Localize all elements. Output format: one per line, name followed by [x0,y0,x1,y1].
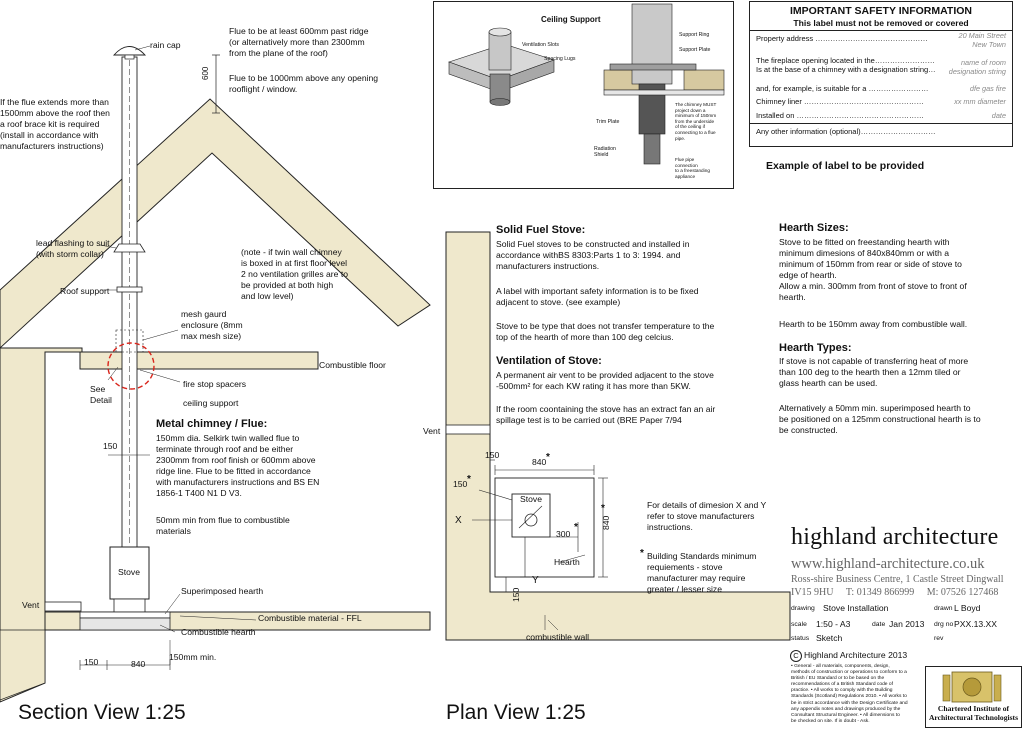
safety-label-box [749,1,1013,147]
copyright-icon: C [790,650,802,662]
detail-spacing-lugs: Spacing Lugs [544,56,576,62]
drawing-key: drawing [791,605,815,612]
solid-fuel-body2: A label with important safety information is to be fixed adjacent to stove. (see example) [496,286,699,307]
detail-chimney-note: The chimney MUST project down a minimum of 150mm from the underside of the ceiling if connecting to a flue pipe. [675,102,717,141]
plan-dim-150-side: 150 [453,479,468,489]
section-stove-label: Stove [118,567,140,577]
hearth-sizes-body1: Stove to be fitted on freestanding hearth with minimum dimesions of 840x840mm or with a minimum of 150mm from rear or side of stove to edge of hearth. Allow a min. 300mm from front of stove to front of hearth. [779,237,967,302]
plan-star-300: * [574,522,578,533]
metal-chimney-body: 150mm dia. Selkirk twin walled flue to terminate through roof and be either 2300mm from roof finish or 600mm above ridge line. Flue to be fitted in accordance with manufacturers instructions and BS EN 1856-1 T400 N1 D V3. [156,433,320,498]
plan-vent-grille [446,425,490,434]
section-vent-label: Vent [22,600,40,610]
plan-dim-300: 300 [556,529,571,539]
ciat-logo-box [925,666,1022,728]
rev-key: rev [934,635,944,642]
label-caption: Example of label to be provided [766,160,925,172]
solid-fuel-body3: Stove to be type that does not transfer temperature to the top of the hearth of more than 100 deg celcius. [496,321,715,342]
ventilation-heading: Ventilation of Stove: [496,355,602,367]
hearth-sizes-body2: Hearth to be 150mm away from combustible wall. [779,319,968,329]
dim-150-bottom: 150 [84,657,99,667]
safety-label-subtitle: This label must not be removed or covered [793,18,969,28]
ceiling-support-detail-box [433,1,734,189]
general-notes: • General - all materials, components, design, methods of construction or operations to conform to a British / EU Standard or to be based on the recommendations of a British Standard code of practice. • All works to comply with the Building Standards (Scotland) Regulations 2010. • All works to be in strict accordance with the Design Certificate and any appendix notes and drawings produced by the Consultant Structural Engineer. • All dimensions to be checked on site. If in doubt - Ask. [791,664,908,724]
label-row-installed: Installed on …………………………………………… [756,111,924,120]
section-view-title: Section View 1:25 [18,701,186,724]
label-value-installed: date [991,111,1006,120]
see-detail-label: See Detail [90,384,112,405]
lead-flashing-label: lead flashing to suit (with storm collar) [36,238,110,259]
combustible-hearth-label: Combustible hearth [181,627,256,637]
bs-note-star: * [640,548,644,559]
solid-fuel-body1: Solid Fuel stoves to be constructed and installed in accordance withBS 8303:Parts 1 to 3: 1994. and manufacturers instructions. [496,239,690,271]
status-key: status [791,635,810,642]
hearth-sizes-heading: Hearth Sizes: [779,222,849,234]
ciat-text: Chartered Institute of Architectural Technologists [928,704,1019,722]
date-value: Jan 2013 [889,619,925,629]
drawn-key: drawn [934,605,953,612]
mesh-guard-label: mesh gaurd enclosure (8mm max mesh size) [181,309,243,341]
ceiling-support-label: ceiling support [183,398,239,408]
label-value-liner: xx mm diameter [954,97,1006,106]
dim-600-label: 600 [201,66,210,80]
dim-150-flue: 150 [103,441,118,451]
scale-key: scale [791,621,807,628]
solid-fuel-heading: Solid Fuel Stove: [496,224,586,236]
rain-cap-label: rain cap [150,40,181,50]
superimposed-hearth-label: Superimposed hearth [181,586,264,596]
label-value-opening: name of room designation string [948,58,1006,76]
label-row-liner: Chimney liner ………………………………………… [756,97,924,106]
fire-stop-label: fire stop spacers [183,379,247,389]
metal-chimney-heading: Metal chimney / Flue: [156,418,268,430]
flue-ridge-note: Flue to be at least 600mm past ridge (or alternatively more than 2300mm from the plane of the roof) [229,26,369,58]
plan-dim-840-vertical: 840 [601,515,611,530]
hearth-types-body2: Alternatively a 50mm min. superimposed hearth to be positioned on a 125mm constructional hearth is to be constructed. [779,403,981,435]
scale-value: 1:50 - A3 [816,619,851,629]
roof-support-label: Roof support [60,286,110,296]
metal-chimney-body2: 50mm min from flue to combustible materials [156,515,290,536]
detail-support-ring: Support Ring [679,32,710,38]
firm-address2: IV15 9HU T: 01349 866999 M: 07526 127468 [791,587,999,598]
label-row-address: Property address ……………………………………… [756,34,928,43]
drawing-value: Stove Installation [823,603,889,613]
plan-dim-150: 150 [485,450,500,460]
safety-label-title: IMPORTANT SAFETY INFORMATION [790,5,972,17]
plan-y-label: Y [532,575,539,586]
drawn-value: L Boyd [954,603,981,613]
plan-stove-label: Stove [520,494,542,504]
xy-dimension-note: For details of dimesion X and Y refer to stove manufacturers instructions. [647,500,767,532]
plan-dim-840: 840 [532,457,547,467]
combustible-floor-label: Combustible floor [319,360,386,370]
detail-trim-plate: Trim Plate [596,119,620,125]
detail-title: Ceiling Support [541,15,601,24]
detail-ventilation-slots: Ventilation Slots [522,42,559,48]
plan-vent-label: Vent [423,426,441,436]
detail-support-plate: Support Plate [679,47,711,53]
label-value-suitable: dfe gas fire [969,84,1006,93]
firm-address1: Ross-shire Business Centre, 1 Castle Street Dingwall [791,574,1004,585]
hearth-types-heading: Hearth Types: [779,342,852,354]
plan-flue-circle [525,514,537,526]
combustible-material-label: Combustible material - FFL [258,613,362,623]
label-row-suitable: and, for example, is suitable for a …………………… [756,84,929,93]
plan-dim-150-vertical: 150 [511,587,521,602]
date-key: date [872,621,886,628]
plan-hearth-label: Hearth [554,557,580,567]
detail-flue-pipe: Flue pipe connection to a freestanding appliance [675,157,710,179]
plan-star-top: * [546,452,550,463]
plan-star-side: * [467,474,471,485]
hearth-types-body1: If stove is not capable of transferring heat of more than 100 deg to the hearth then a 12mm tiled or glass hearth can be used. [779,356,969,388]
firm-name: highland architecture [791,524,999,550]
copyright-text: Highland Architecture 2013 [804,650,908,660]
plan-star-vertical: * [601,503,605,514]
combustible-wall-label: combustible wall [526,632,590,642]
detail-radiation-shield: Radiation Shield [594,146,616,158]
firm-website[interactable]: www.highland-architecture.co.uk [791,556,985,572]
ventilation-body1: A permanent air vent to be provided adjacent to the stove -500mm² for each KW rating it has more than 5KW. [496,370,714,391]
drg-no-key: drg no [934,621,954,628]
building-standards-note: Building Standards minimum requiements - stove manufacturer may require greater / lesser size [647,551,757,594]
plan-x-label: X [455,515,462,526]
status-value: Sketch [816,633,843,643]
drg-no-value: PXX.13.XX [954,619,997,629]
twin-wall-note: (note - if twin wall chimney is boxed in at first floor level 2 no ventilation grilles are to be provided at both high and low level) [241,247,349,301]
flue-opening-note: Flue to be 1000mm above any opening rooflight / window. [229,73,379,94]
label-row-other: Any other information (optional)………………………… [756,127,936,136]
label-row-opening: The fireplace opening located in the…………………… Is at the base of a chimney with a designation string… [756,56,936,74]
dim-840-bottom: 840 [131,659,146,669]
label-value-address: 20 Main Street New Town [958,31,1006,49]
roof-brace-note: If the flue extends more than 1500mm above the roof then a roof brace kit is required (install in accordance with manufacturers instructions) [0,97,110,151]
ventilation-body2: If the room coontaining the stove has an extract fan an air spillage test is to be carried out (BRE Paper 7/94 [496,404,716,425]
dim-150-min: 150mm min. [169,652,217,662]
plan-view-title: Plan View 1:25 [446,701,586,724]
